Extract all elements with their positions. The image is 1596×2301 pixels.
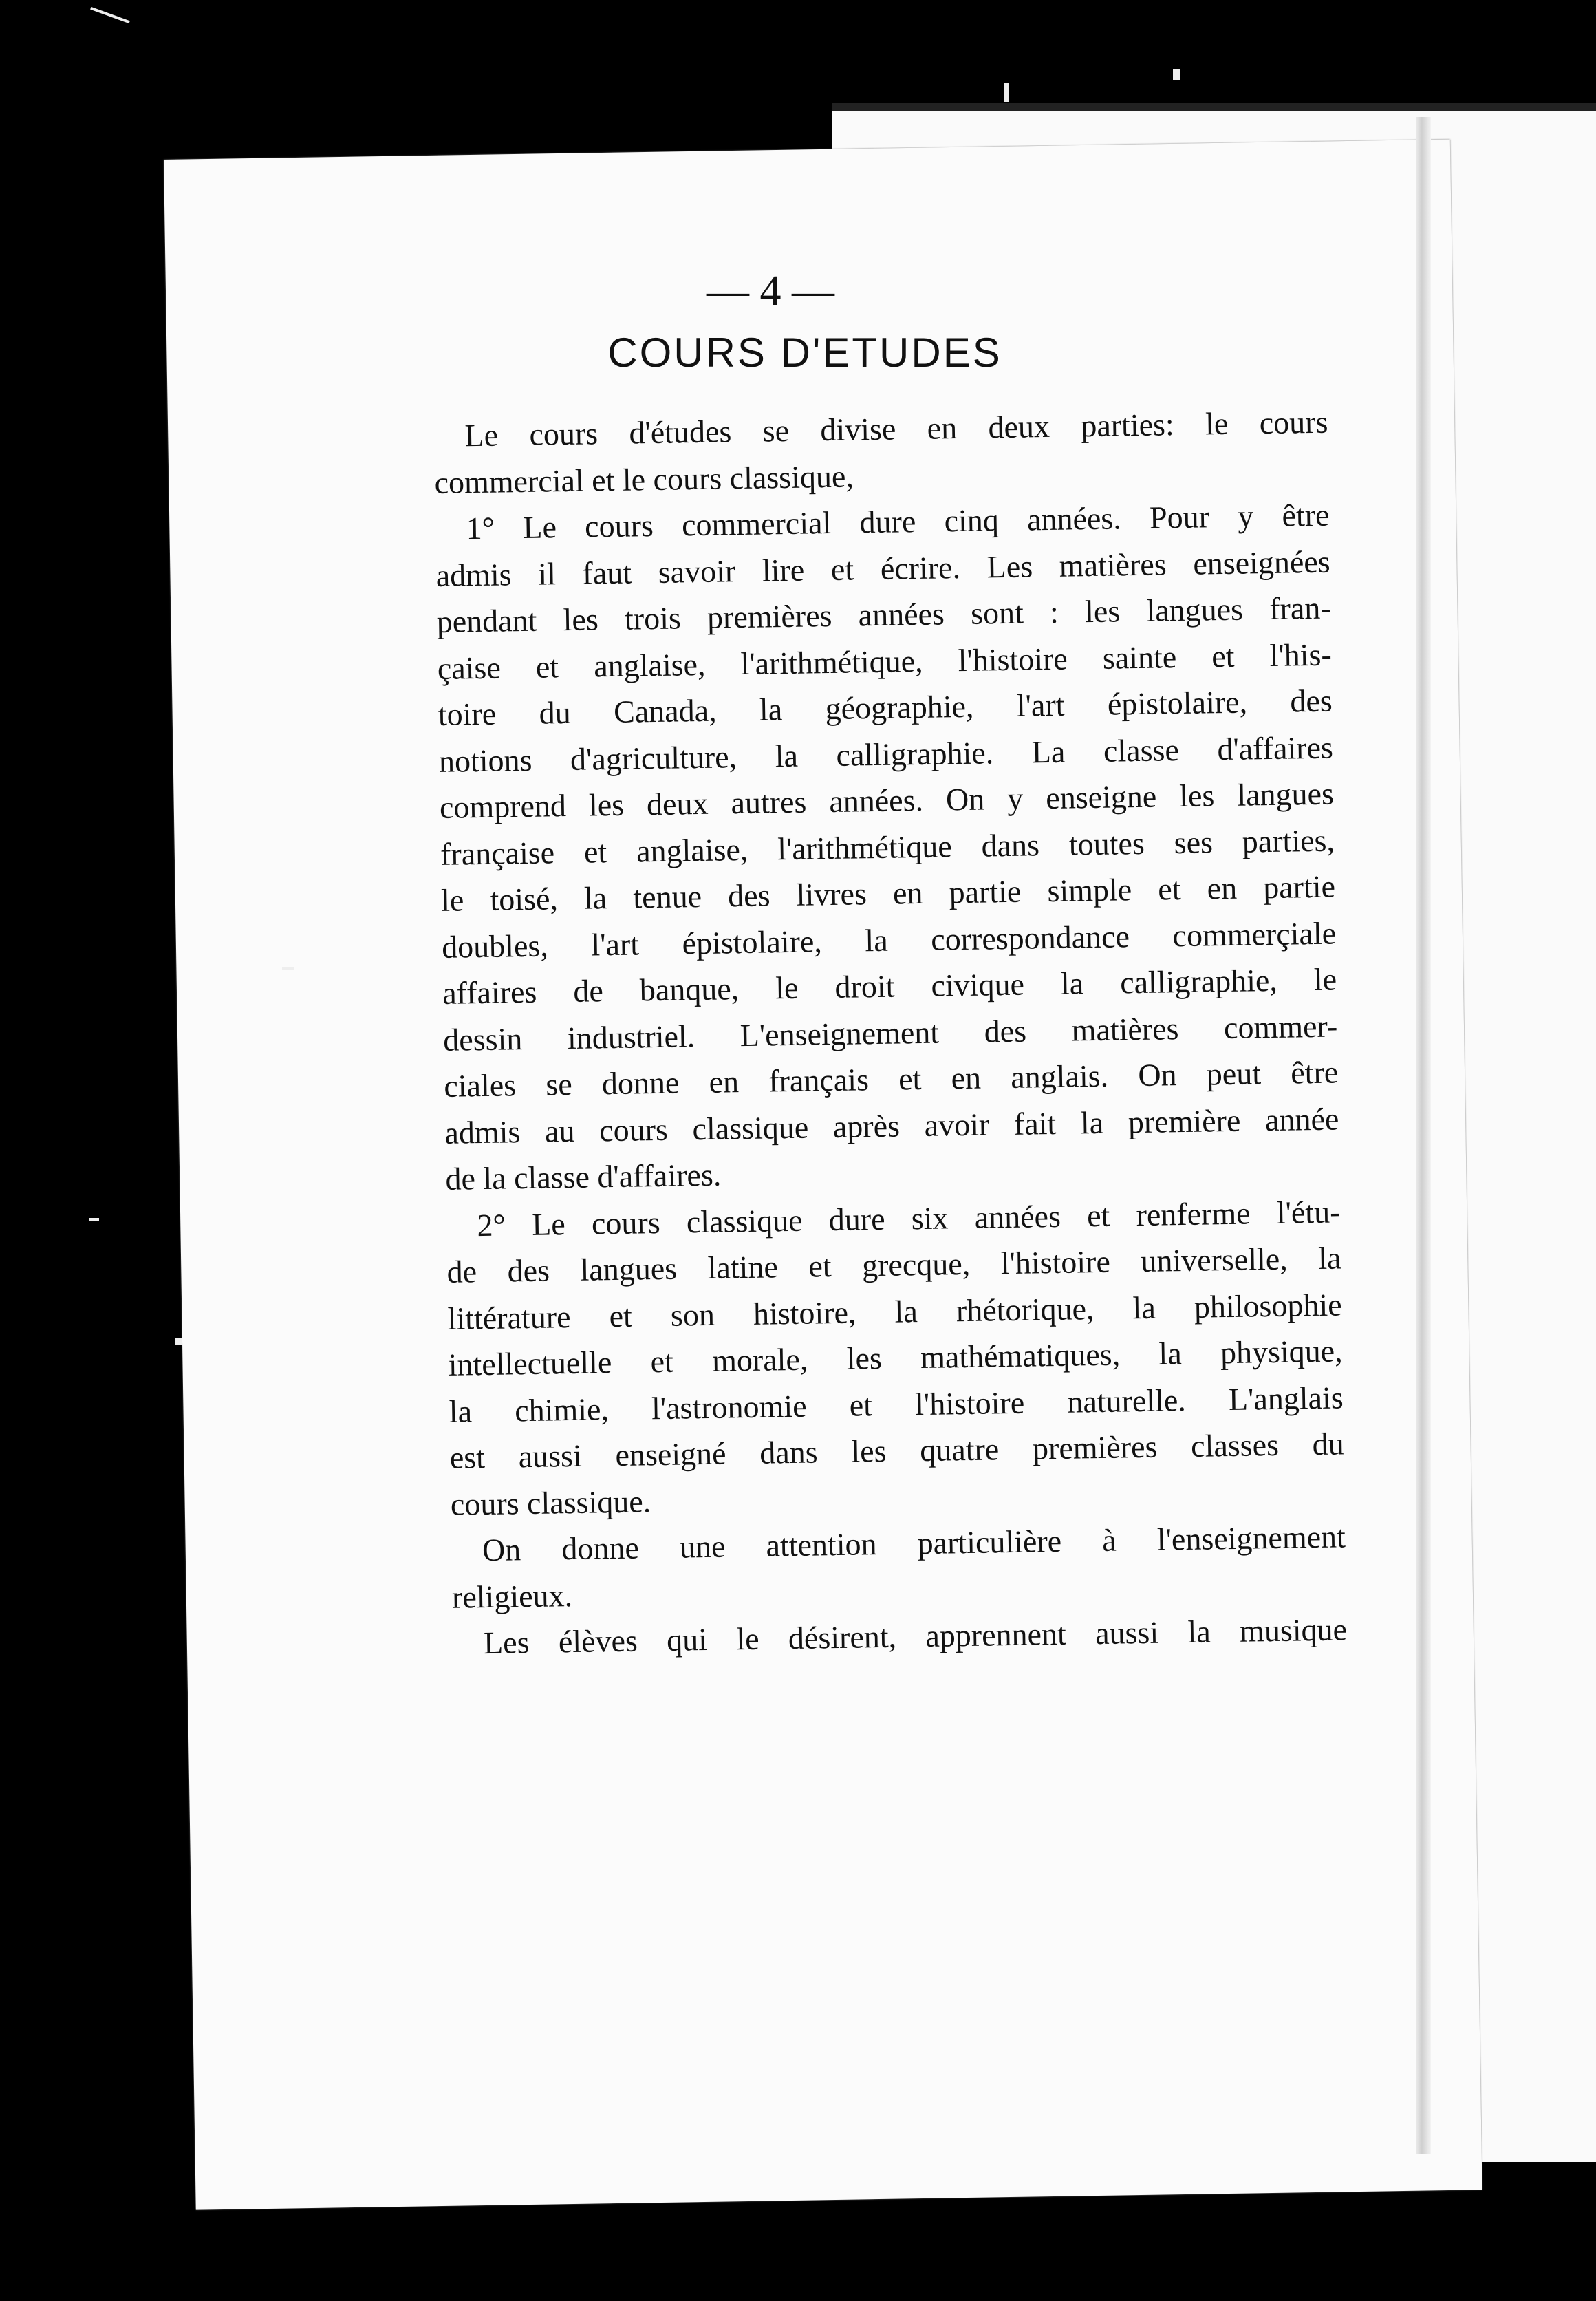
text-line: intellectuelle et morale, les mathématiques, la physique, bbox=[448, 1333, 1343, 1382]
text-line: Les élèves qui le désirent, apprennent aussi la musique bbox=[483, 1612, 1348, 1661]
text-line: toire du Canada, la géographie, l'art épistolaire, des bbox=[438, 683, 1333, 732]
text-line: Le cours d'études se divise en deux parties: le cours bbox=[464, 404, 1328, 453]
text-line: admis au cours classique après avoir fait la première année bbox=[444, 1100, 1339, 1150]
text-line: la chimie, l'astronomie et l'histoire naturelle. L'anglais bbox=[449, 1379, 1344, 1429]
text-line: française et anglaise, l'arithmétique dans toutes ses parties, bbox=[440, 822, 1335, 872]
text-line: cours classique. bbox=[450, 1483, 651, 1522]
scan-speck bbox=[282, 967, 294, 970]
page-number: — 4 — bbox=[707, 268, 834, 314]
scan-speck bbox=[89, 1218, 99, 1221]
text-line: comprend les deux autres années. On y enseigne les langues bbox=[439, 775, 1335, 825]
text-line: ciales se donne en français et en anglais. On peut être bbox=[443, 1054, 1339, 1104]
text-line: doubles, l'art épistolaire, la correspondance commerçiale bbox=[441, 914, 1337, 965]
text-line: 1° Le cours commercial dure cinq années. Pour y être bbox=[466, 497, 1330, 546]
text-line: affaires de banque, le droit civique la calligraphie, le bbox=[442, 961, 1337, 1011]
scan-speck bbox=[1004, 83, 1009, 102]
text-line: commercial et le cours classique, bbox=[434, 458, 854, 500]
text-line: religieux. bbox=[451, 1577, 573, 1615]
scan-speck bbox=[175, 1338, 182, 1345]
text-line: dessin industriel. L'enseignement des matières commer- bbox=[442, 1007, 1338, 1058]
scan-speck bbox=[1173, 69, 1180, 80]
text-line: On donne une attention particulière à l'enseignement bbox=[482, 1519, 1346, 1568]
text-line: littérature et son histoire, la rhétorique, la philosophie bbox=[447, 1286, 1342, 1336]
scan-speck bbox=[90, 7, 130, 23]
text-line: de des langues latine et grecque, l'histoire universelle, la bbox=[446, 1240, 1341, 1289]
page-title: COURS D'ETUDES bbox=[607, 330, 1002, 376]
text-line: admis il faut savoir lire et écrire. Les matières enseignées bbox=[435, 544, 1330, 593]
text-line: çaise et anglaise, l'arithmétique, l'histoire sainte et l'his- bbox=[437, 636, 1333, 686]
text-line: notions d'agriculture, la calligraphie. La classe d'affaires bbox=[438, 729, 1334, 779]
text-line: de la classe d'affaires. bbox=[445, 1157, 722, 1197]
text-line: 2° Le cours classique dure six années et renferme l'étu- bbox=[477, 1193, 1341, 1243]
text-line: pendant les trois premières années sont : les langues fran- bbox=[436, 590, 1332, 639]
page-gutter bbox=[1416, 117, 1431, 2154]
body-text bbox=[433, 399, 1347, 1667]
text-line: le toisé, la tenue des livres en partie simple et en partie bbox=[440, 868, 1336, 918]
text-line: est aussi enseigné dans les quatre premières classes du bbox=[449, 1426, 1345, 1475]
